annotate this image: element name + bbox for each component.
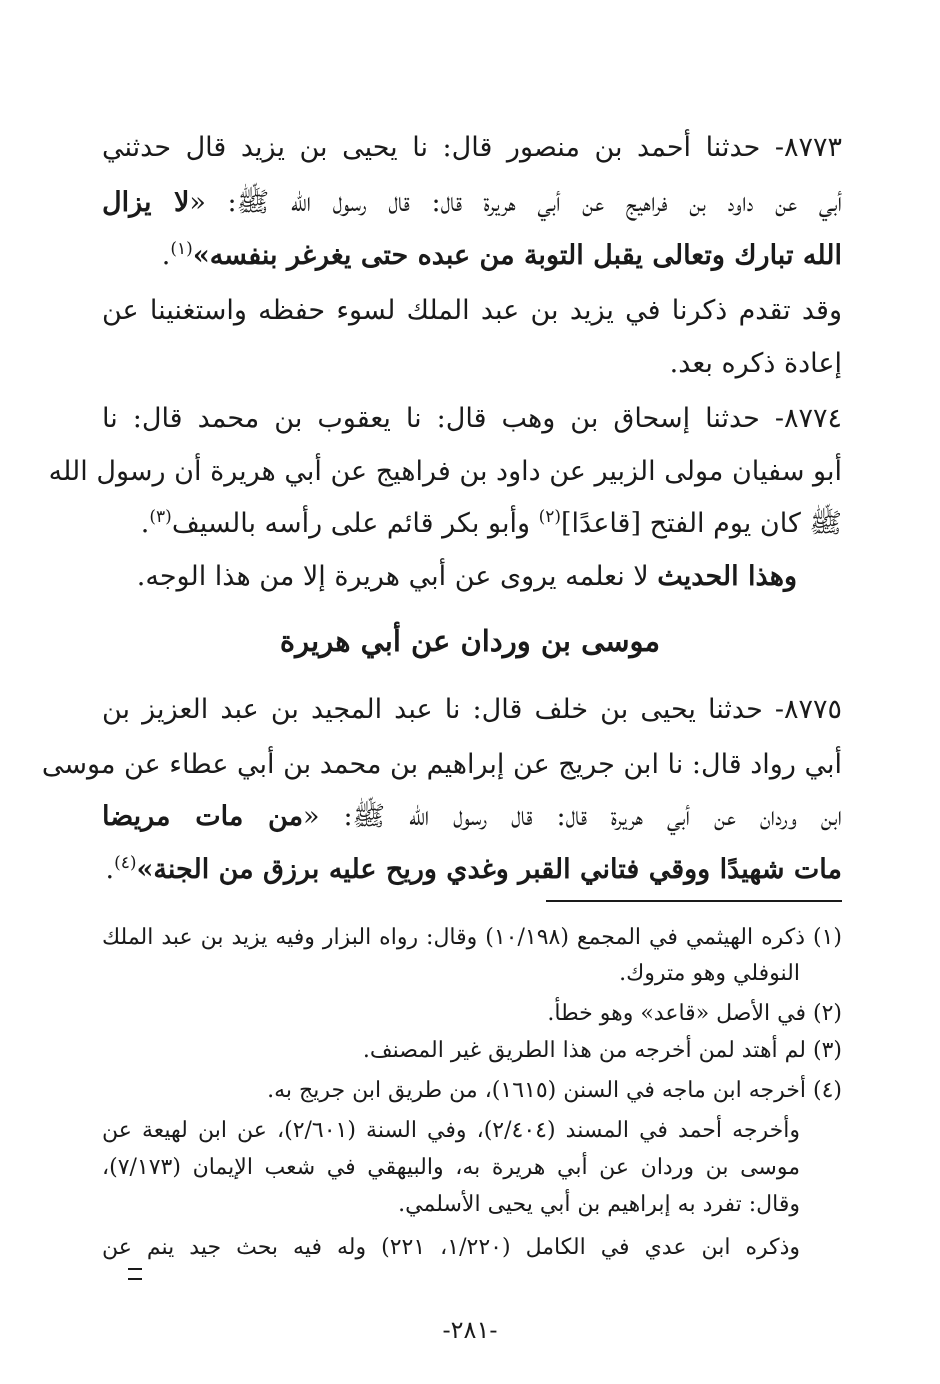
hadith-8774-line-3: ﷺ كان يوم الفتح [قاعدًا]$^{(٢)}$ وأبو بكر قائم على رأسه بالسيف$^{(٣)}$. [140, 507, 842, 539]
hadith-8775-line-2: أبي رواد قال: نا ابن جريج عن إبراهيم بن محمد بن أبي عطاء عن موسى [41, 749, 842, 780]
footnote-1-line-2: النوفلي وهو متروك. [619, 961, 800, 986]
footnote-1-line-1: (١) ذكره الهيثمي في المجمع (١٠/١٩٨) وقال: رواه البزار وفيه يزيد بن عبد الملك [102, 925, 842, 950]
footnote-4-line-3: موسى بن وردان عن أبي هريرة به، والبيهقي في شعب الإيمان (٧/١٧٣)، [102, 1155, 800, 1180]
footnote-4-line-2: وأخرجه أحمد في المسند (٢/٤٠٤)، وفي السنة (٢/٦٠١)، عن ابن لهيعة عن [102, 1118, 800, 1143]
section-heading: موسى بن وردان عن أبي هريرة [279, 624, 661, 658]
hadith-8774-line-1: ٨٧٧٤- حدثنا إسحاق بن وهب قال: نا يعقوب بن محمد قال: نا [102, 403, 842, 434]
hadith-8774-line-2: أبو سفيان مولى الزبير عن داود بن فراهيج عن أبي هريرة أن رسول الله [48, 456, 842, 487]
footnote-ref-1: (١) [170, 239, 193, 259]
comment-2: وهذا الحديث لا نعلمه يروى عن أبي هريرة إلا من هذا الوجه. [136, 561, 797, 592]
footnote-4-line-5: وذكره ابن عدي في الكامل (١/٢٢٠، ٢٢١) وله فيه بحث جيد ينم عن [102, 1235, 801, 1260]
hadith-8773-line-1: ٨٧٧٣- حدثنا أحمد بن منصور قال: نا يحيى بن يزيد قال حدثني [102, 132, 842, 163]
hadith-8775-line-1: ٨٧٧٥- حدثنا يحيى بن خلف قال: نا عبد المجيد بن عبد العزيز بن [102, 694, 842, 725]
hadith-8775-line-4: مات شهيدًا ووقي فتاني القبر وغدي وريح عليه برزق من الجنة»$^{(٤)}$. [105, 853, 842, 885]
footnote-ref-3: (٣) [149, 507, 172, 527]
footnote-separator [546, 900, 842, 902]
hadith-8775-line-3: ابن وردان عن أبي هريرة قال: قال رسول الله ﷺ: «من مات مريضا [102, 801, 843, 832]
footnote-3: (٣) لم أهتد لمن أخرجه من هذا الطريق غير المصنف. [362, 1038, 842, 1063]
footnote-2: (٢) في الأصل «قاعد» وهو خطأ. [547, 1001, 842, 1026]
comment-1-line-1: وقد تقدم ذكرنا في يزيد بن عبد الملك لسوء حفظه واستغنينا عن [102, 295, 842, 326]
footnote-4-line-4: وقال: تفرد به إبراهيم بن أبي يحيى الأسلمي. [398, 1192, 800, 1217]
page-number: -٢٨١- [442, 1316, 498, 1344]
footnote-4-line-1: (٤) أخرجه ابن ماجه في السنن (١٦١٥)، من طريق ابن جريج به. [267, 1078, 842, 1103]
footnote-ref-2: (٢) [538, 507, 562, 527]
comment-1-line-2: إعادة ذكره بعد. [669, 348, 842, 379]
hadith-8773-line-2: أبي عن داود بن فراهيج عن أبي هريرة قال: قال رسول الله ﷺ: «لا يزال [102, 187, 842, 218]
hadith-8773-line-3: الله تبارك وتعالى يقبل التوبة من عبده حتى يغرغر بنفسه»$^{(١)}$. [161, 239, 842, 271]
footnote-ref-4: (٤) [114, 853, 137, 873]
continuation-mark [128, 1268, 142, 1280]
